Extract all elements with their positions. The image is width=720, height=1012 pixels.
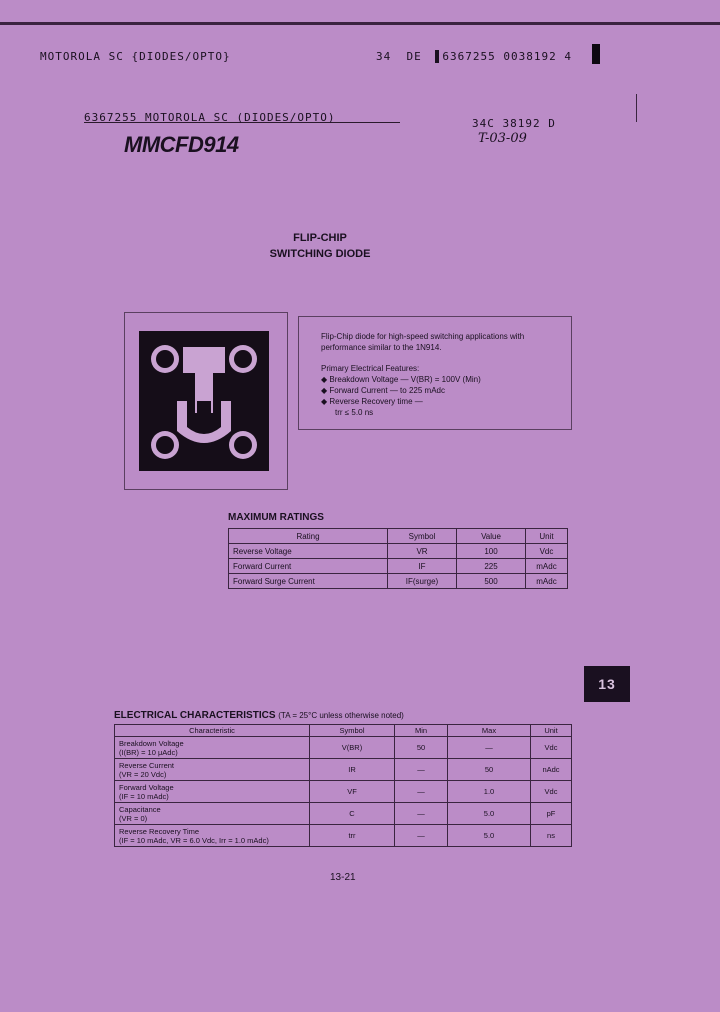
device-title — [240, 230, 400, 262]
chip-image-frame — [124, 312, 288, 490]
table-row: Breakdown Voltage (I(BR) = 10 μAdc) V(BR) 50 — Vdc — [115, 737, 572, 759]
feature-item: ◆ Reverse Recovery time — — [321, 397, 423, 406]
table-row: Reverse Current (VR = 20 Vdc) IR — 50 nAdc — [115, 759, 572, 781]
table-header-row: Characteristic Symbol Min Max Unit — [115, 725, 572, 737]
feature-item: ◆ Breakdown Voltage — V(BR) = 100V (Min) — [321, 375, 481, 384]
features-heading: Primary Electrical Features: — [321, 364, 420, 373]
description-intro: Flip-Chip diode for high-speed switching applications with performance similar to the 1N914. — [321, 332, 525, 352]
margin-mark — [636, 94, 637, 122]
description-box — [298, 316, 572, 430]
electrical-title: ELECTRICAL CHARACTERISTICS (TA = 25°C unless otherwise noted) — [114, 710, 404, 721]
feature-item-cont: trr ≤ 5.0 ns — [335, 408, 374, 417]
flip-chip-image — [125, 313, 287, 489]
table-row: Reverse Recovery Time (IF = 10 mAdc, VR = 6.0 Vdc, Irr = 1.0 mAdc) trr — 5.0 ns — [115, 825, 572, 847]
table-row: Reverse Voltage VR 100 Vdc — [229, 544, 568, 559]
electrical-table — [114, 724, 572, 847]
header-line1-right — [376, 50, 572, 63]
table-row: Forward Voltage (IF = 10 mAdc) VF — 1.0 Vdc — [115, 781, 572, 803]
title-line2: SWITCHING DIODE — [269, 248, 371, 260]
page-top-border — [0, 22, 720, 25]
page-number: 13-21 — [330, 872, 356, 883]
max-ratings-title: MAXIMUM RATINGS — [228, 512, 324, 523]
table-row: Capacitance (VR = 0) C — 5.0 pF — [115, 803, 572, 825]
header-line1-left: MOTOROLA SC {DIODES/OPTO} — [40, 50, 231, 63]
header-line1-code: 6367255 0038192 4 — [435, 50, 572, 63]
header-line2-right: 34C 38192 D — [472, 117, 556, 130]
registration-bar — [592, 44, 600, 64]
header-line1-num: 34 — [376, 50, 392, 63]
handwritten-note: T-03-09 — [478, 131, 527, 146]
header-line2-left: 6367255 MOTOROLA SC (DIODES/OPTO) — [84, 111, 336, 124]
feature-item: ◆ Forward Current — to 225 mAdc — [321, 386, 445, 395]
table-row: Forward Surge Current IF(surge) 500 mAdc — [229, 574, 568, 589]
table-row: Forward Current IF 225 mAdc — [229, 559, 568, 574]
table-header-row: Rating Symbol Value Unit — [229, 529, 568, 544]
section-tab: 13 — [584, 666, 630, 702]
max-ratings-table — [228, 528, 568, 589]
header-line1-de: DE — [406, 50, 422, 63]
part-number: MMCFD914 — [124, 132, 239, 157]
title-line1: FLIP-CHIP — [293, 232, 347, 244]
electrical-condition: (TA = 25°C unless otherwise noted) — [278, 711, 404, 720]
